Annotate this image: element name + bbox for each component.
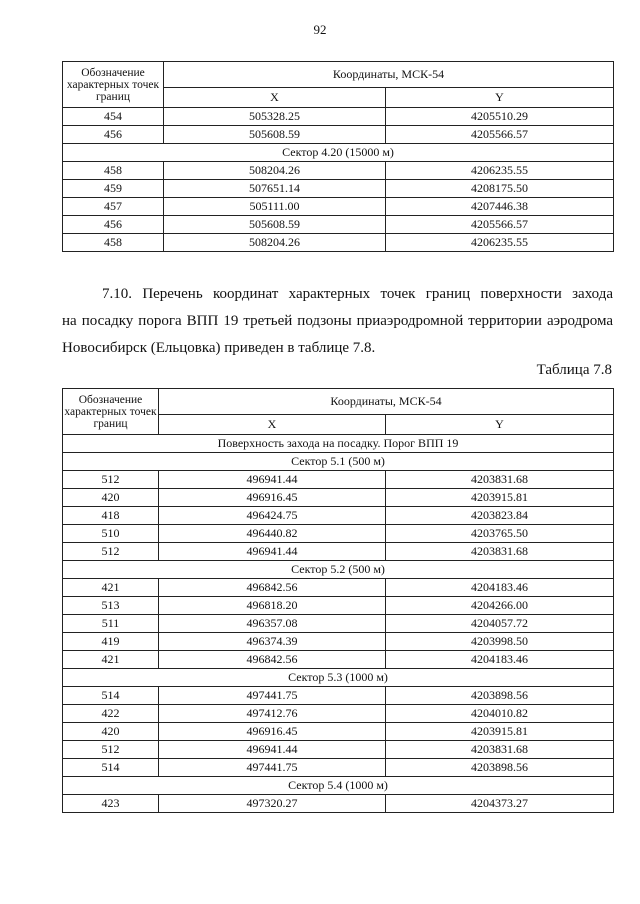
section-row (63, 561, 614, 579)
header-point-label: Обозначение характерных точек границ (63, 62, 164, 108)
coord-x-cell: 507651.14 (164, 180, 386, 198)
coord-y-cell: 4207446.38 (386, 198, 614, 216)
coordinates-table-7-8 (62, 388, 614, 813)
coord-y-cell: 4206235.55 (386, 162, 614, 180)
point-number-cell: 420 (63, 489, 159, 507)
header-y: Y (386, 415, 614, 435)
table-row (63, 126, 614, 144)
coord-y-cell: 4203898.56 (386, 759, 614, 777)
header-coords: Координаты, МСК-54 (164, 62, 614, 88)
header-coords: Координаты, МСК-54 (159, 389, 614, 415)
page-number: 92 (313, 22, 327, 37)
header-y: Y (386, 88, 614, 108)
table-row (63, 723, 614, 741)
coord-x-cell: 496916.45 (159, 489, 386, 507)
paragraph-line: Новосибирск (Ельцовка) приведен в таблице 7.8. (62, 340, 376, 356)
point-number-cell: 512 (63, 543, 159, 561)
coord-y-cell: 4203823.84 (386, 507, 614, 525)
coord-x-cell: 505608.59 (164, 216, 386, 234)
coord-y-cell: 4204373.27 (386, 795, 614, 813)
point-number-cell: 457 (63, 198, 164, 216)
table-row (63, 471, 614, 489)
section-title: Поверхность захода на посадку. Порог ВПП 19 (63, 435, 614, 453)
section-row (63, 669, 614, 687)
coord-y-cell: 4203898.56 (386, 687, 614, 705)
coordinates-table-sector-4-20 (62, 61, 614, 252)
coord-y-cell: 4203765.50 (386, 525, 614, 543)
point-number-cell: 512 (63, 741, 159, 759)
coord-x-cell: 497320.27 (159, 795, 386, 813)
coord-x-cell: 496440.82 (159, 525, 386, 543)
section-row (63, 435, 614, 453)
point-number-cell: 458 (63, 234, 164, 252)
table-row (63, 543, 614, 561)
coord-y-cell: 4204183.46 (386, 651, 614, 669)
paragraph-line: 7.10. Перечень координат характерных точек границ поверхности захода (102, 286, 613, 302)
section-title: Сектор 4.20 (15000 м) (63, 144, 614, 162)
table-row (63, 180, 614, 198)
point-number-cell: 418 (63, 507, 159, 525)
coord-x-cell: 505608.59 (164, 126, 386, 144)
coord-x-cell: 496357.08 (159, 615, 386, 633)
paragraph-line: на посадку порога ВПП 19 третьей подзоны приаэродромной территории аэродрома (62, 313, 613, 329)
point-number-cell: 420 (63, 723, 159, 741)
coord-y-cell: 4206235.55 (386, 234, 614, 252)
coord-x-cell: 508204.26 (164, 234, 386, 252)
coord-x-cell: 496941.44 (159, 543, 386, 561)
coord-x-cell: 496941.44 (159, 471, 386, 489)
point-number-cell: 421 (63, 579, 159, 597)
table-row (63, 615, 614, 633)
header-x: X (164, 88, 386, 108)
section-row (63, 144, 614, 162)
table-row (63, 759, 614, 777)
coord-x-cell: 505111.00 (164, 198, 386, 216)
coord-x-cell: 505328.25 (164, 108, 386, 126)
section-row (63, 777, 614, 795)
coord-x-cell: 508204.26 (164, 162, 386, 180)
point-number-cell: 514 (63, 759, 159, 777)
table-row (63, 489, 614, 507)
table-row (63, 162, 614, 180)
section-title: Сектор 5.1 (500 м) (63, 453, 614, 471)
coord-x-cell: 496941.44 (159, 741, 386, 759)
coord-y-cell: 4205566.57 (386, 126, 614, 144)
point-number-cell: 458 (63, 162, 164, 180)
point-number-cell: 459 (63, 180, 164, 198)
point-number-cell: 454 (63, 108, 164, 126)
coord-x-cell: 496842.56 (159, 579, 386, 597)
coord-y-cell: 4203915.81 (386, 723, 614, 741)
coord-y-cell: 4205566.57 (386, 216, 614, 234)
point-number-cell: 423 (63, 795, 159, 813)
point-number-cell: 422 (63, 705, 159, 723)
coord-y-cell: 4204183.46 (386, 579, 614, 597)
table-row (63, 687, 614, 705)
coord-x-cell: 497441.75 (159, 759, 386, 777)
coord-x-cell: 496424.75 (159, 507, 386, 525)
section-row (63, 453, 614, 471)
point-number-cell: 421 (63, 651, 159, 669)
coord-x-cell: 496916.45 (159, 723, 386, 741)
section-title: Сектор 5.3 (1000 м) (63, 669, 614, 687)
coord-y-cell: 4208175.50 (386, 180, 614, 198)
table-row (63, 633, 614, 651)
point-number-cell: 510 (63, 525, 159, 543)
table-row (63, 525, 614, 543)
header-x: X (159, 415, 386, 435)
header-point-label: Обозначение характерных точек границ (63, 389, 159, 435)
coord-y-cell: 4204266.00 (386, 597, 614, 615)
coord-y-cell: 4203831.68 (386, 741, 614, 759)
coord-y-cell: 4205510.29 (386, 108, 614, 126)
table-row (63, 108, 614, 126)
table-row (63, 651, 614, 669)
coord-y-cell: 4204057.72 (386, 615, 614, 633)
table-row (63, 216, 614, 234)
coord-x-cell: 497412.76 (159, 705, 386, 723)
point-number-cell: 511 (63, 615, 159, 633)
point-number-cell: 456 (63, 126, 164, 144)
table-row (63, 507, 614, 525)
table-row (63, 705, 614, 723)
coord-y-cell: 4203998.50 (386, 633, 614, 651)
section-title: Сектор 5.4 (1000 м) (63, 777, 614, 795)
point-number-cell: 456 (63, 216, 164, 234)
coord-y-cell: 4203831.68 (386, 543, 614, 561)
point-number-cell: 514 (63, 687, 159, 705)
table-row (63, 234, 614, 252)
table-row (63, 198, 614, 216)
section-title: Сектор 5.2 (500 м) (63, 561, 614, 579)
coord-y-cell: 4204010.82 (386, 705, 614, 723)
table-row (63, 597, 614, 615)
point-number-cell: 419 (63, 633, 159, 651)
point-number-cell: 512 (63, 471, 159, 489)
coord-y-cell: 4203915.81 (386, 489, 614, 507)
coord-x-cell: 496374.39 (159, 633, 386, 651)
paragraph-7-10 (62, 281, 613, 362)
coord-x-cell: 497441.75 (159, 687, 386, 705)
table-row (63, 795, 614, 813)
point-number-cell: 513 (63, 597, 159, 615)
coord-x-cell: 496818.20 (159, 597, 386, 615)
table-row (63, 741, 614, 759)
coord-y-cell: 4203831.68 (386, 471, 614, 489)
table-row (63, 579, 614, 597)
table-caption: Таблица 7.8 (536, 362, 612, 378)
coord-x-cell: 496842.56 (159, 651, 386, 669)
